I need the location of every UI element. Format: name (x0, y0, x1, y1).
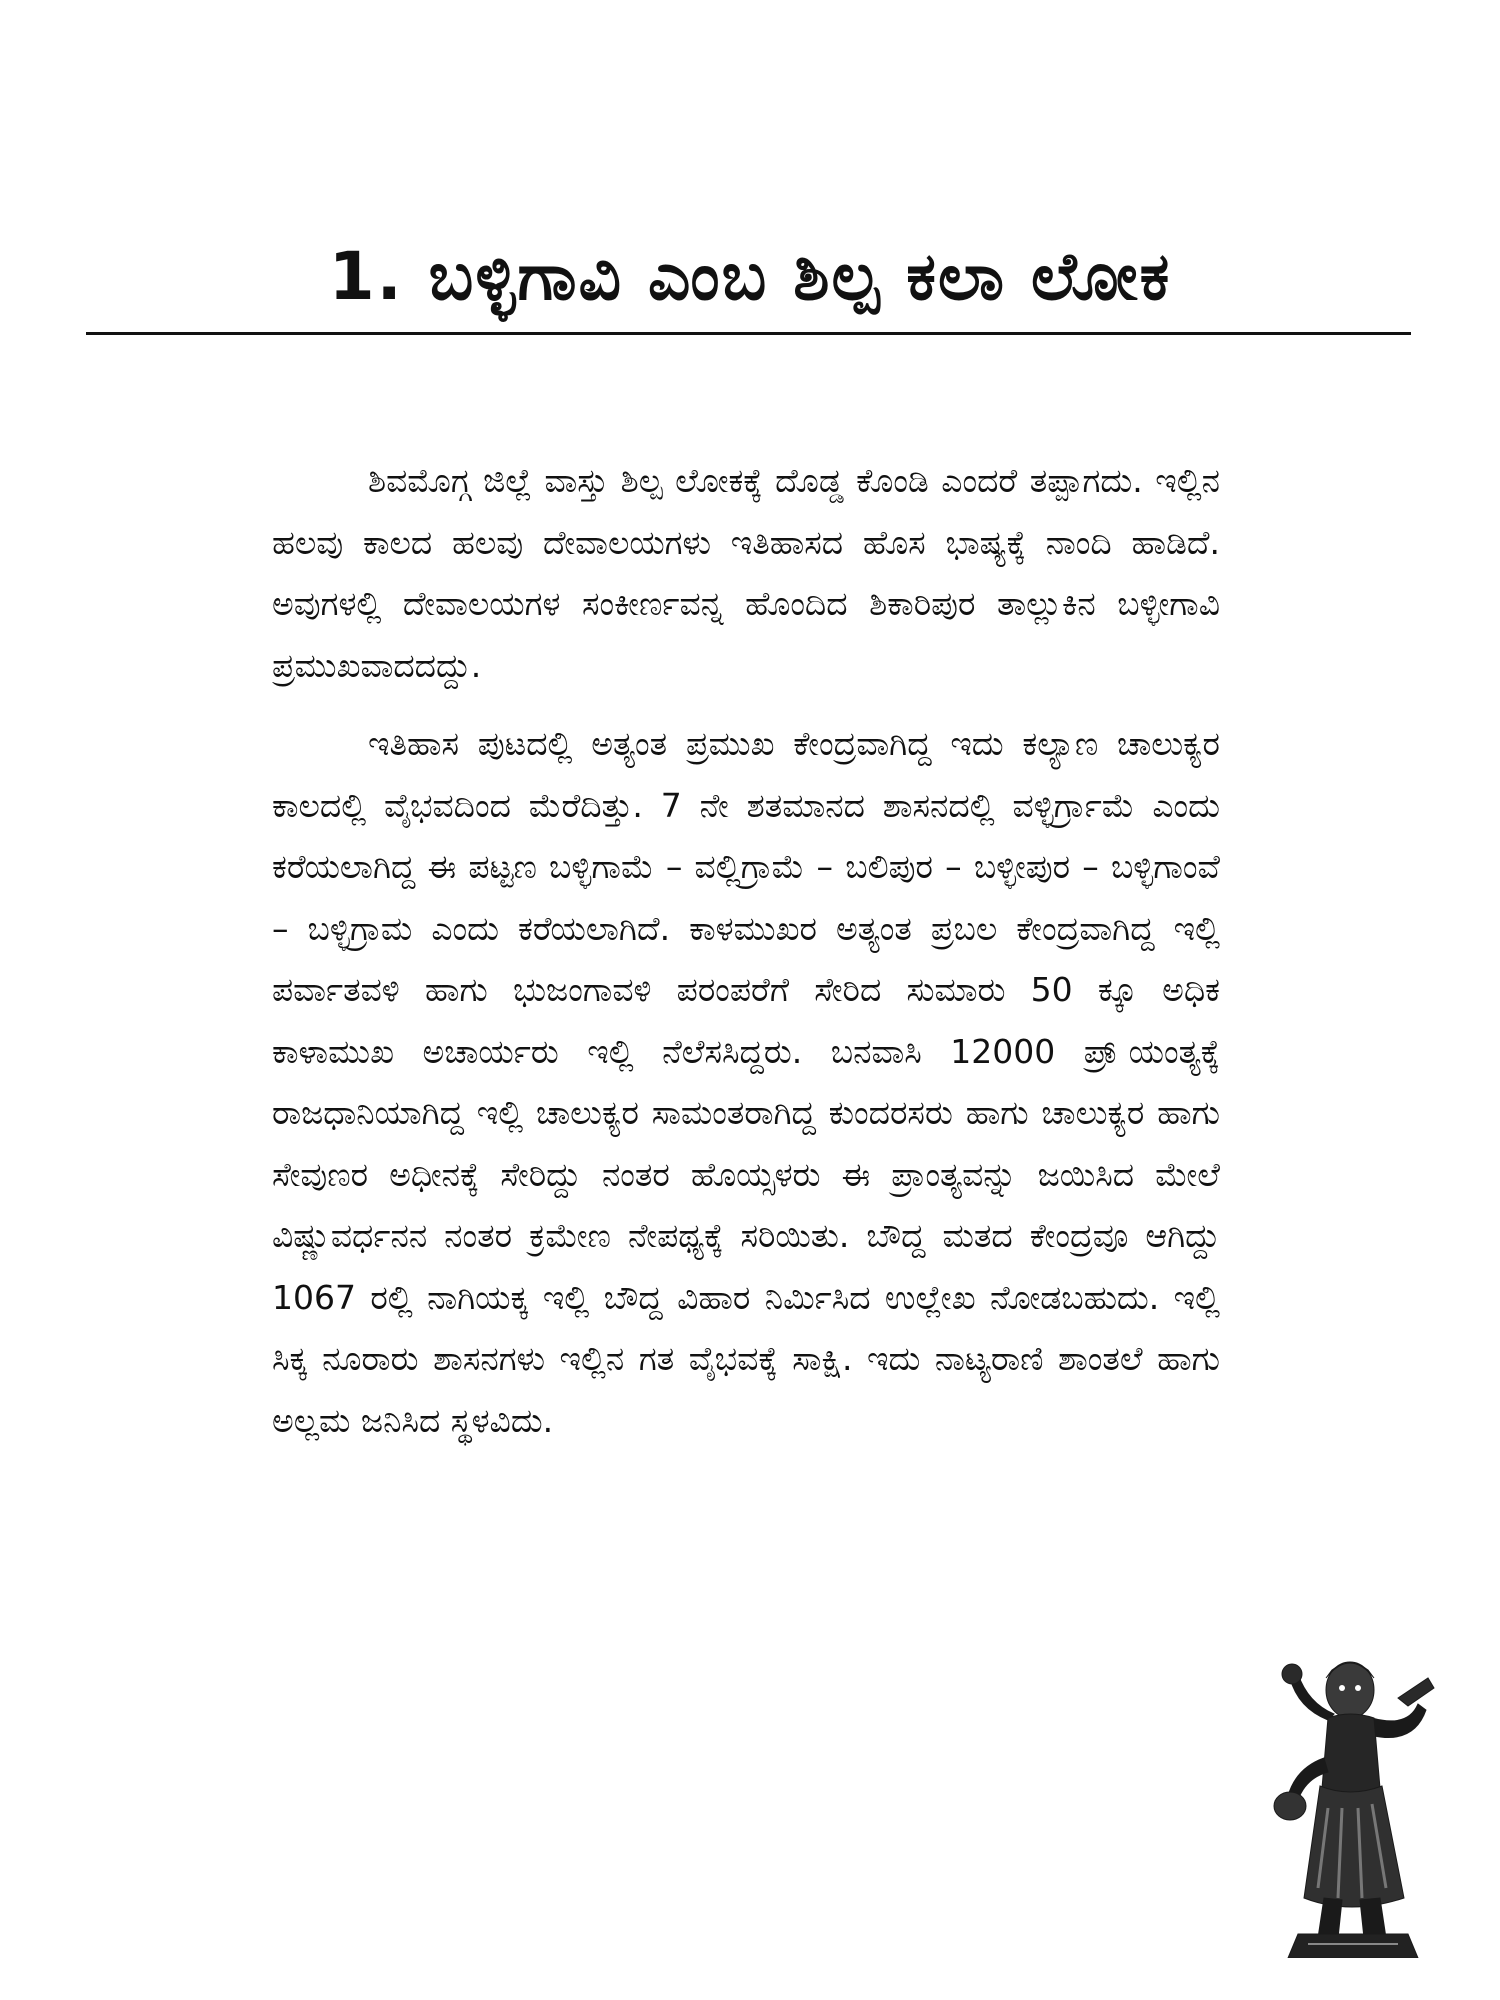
body-text (272, 450, 1220, 1451)
paragraph: ಇತಿಹಾಸ ಪುಟದಲ್ಲಿ ಅತ್ಯಂತ ಪ್ರಮುಖ ಕೇಂದ್ರವಾಗಿದ್ದ ಇದು ಕಲ್ಯಾಣ ಚಾಲುಕ್ಯರ ಕಾಲದಲ್ಲಿ ವೈಭವದಿಂದ ಮೆರೆದಿತ್ತು. 7 ನೇ ಶತಮಾನದ ಶಾಸನದಲ್ಲಿ ವಳ್ಳಿರ್ಗ್ರಾಮೆ ಎಂದು ಕರೆಯಲಾಗಿದ್ದ ಈ ಪಟ್ಟಣ ಬಳ್ಳಿಗಾಮೆ – ವಲ್ಲಿಗ್ರಾಮೆ – ಬಲಿಪುರ – ಬಳ್ಳೀಪುರ – ಬಳ್ಳಿಗಾಂವೆ – ಬಳ್ಳಿಗ್ರಾಮ ಎಂದು ಕರೆಯಲಾಗಿದೆ. ಕಾಳಮುಖರ ಅತ್ಯಂತ ಪ್ರಬಲ ಕೇಂದ್ರವಾಗಿದ್ದ ಇಲ್ಲಿ ಪರ್ವಾತವಳಿ ಹಾಗು ಭುಜಂಗಾವಳಿ ಪರಂಪರೆಗೆ ಸೇರಿದ ಸುಮಾರು 50 ಕ್ಕೂ ಅಧಿಕ ಕಾಳಾಮುಖ ಅಚಾರ್ಯರು ಇಲ್ಲಿ ನೆಲೆಸಸಿದ್ದರು. ಬನವಾಸಿ 12000 ಪ್ರಾ್ಯಂತ್ಯಕ್ಕೆ ರಾಜಧಾನಿಯಾಗಿದ್ದ ಇಲ್ಲಿ ಚಾಲುಕ್ಯರ ಸಾಮಂತರಾಗಿದ್ದ ಕುಂದರಸರು ಹಾಗು ಚಾಲುಕ್ಯರ ಹಾಗು ಸೇವುಣರ ಅಧೀನಕ್ಕೆ ಸೇರಿದ್ದು ನಂತರ ಹೊಯ್ಸಳರು ಈ ಪ್ರಾಂತ್ಯವನ್ನು ಜಯಿಸಿದ ಮೇಲೆ ವಿಷ್ಣುವರ್ಧನನ ನಂತರ ಕ್ರಮೇಣ ನೇಪಥ್ಯಕ್ಕೆ ಸರಿಯಿತು. ಬೌದ್ದ ಮತದ ಕೇಂದ್ರವೂ ಆಗಿದ್ದು 1067 ರಲ್ಲಿ ನಾಗಿಯಕ್ಕ ಇಲ್ಲಿ ಬೌದ್ದ ವಿಹಾರ ನಿರ್ಮಿಸಿದ ಉಲ್ಲೇಖ ನೋಡಬಹುದು. ಇಲ್ಲಿ ಸಿಕ್ಕ ನೂರಾರು ಶಾಸನಗಳು ಇಲ್ಲಿನ ಗತ ವೈಭವಕ್ಕೆ ಸಾಕ್ಷಿ. ಇದು ನಾಟ್ಯರಾಣಿ ಶಾಂತಲೆ ಹಾಗು ಅಲ್ಲಮ ಜನಿಸಿದ ಸ್ಥಳವಿದು. (272, 724, 1220, 1440)
dancer-sculpture-icon (1268, 1648, 1438, 1958)
chapter-title: 1. ಬಳ್ಳಿಗಾವಿ ಎಂಬ ಶಿಲ್ಪ ಕಲಾ ಲೋಕ (328, 238, 1172, 315)
title-divider (86, 332, 1411, 335)
paragraph: ಶಿವಮೊಗ್ಗ ಜಿಲ್ಲೆ ವಾಸ್ತು ಶಿಲ್ಪ ಲೋಕಕ್ಕೆ ದೊಡ್ಡ ಕೊಂಡಿ ಎಂದರೆ ತಪ್ಪಾಗದು. ಇಲ್ಲಿನ ಹಲವು ಕಾಲದ ಹಲವು ದೇವಾಲಯಗಳು ಇತಿಹಾಸದ ಹೊಸ ಭಾಷ್ಯಕ್ಕೆ ನಾಂದಿ ಹಾಡಿದೆ. ಅವುಗಳಲ್ಲಿ ದೇವಾಲಯಗಳ ಸಂಕೀರ್ಣವನ್ನ ಹೊಂದಿದ ಶಿಕಾರಿಪುರ ತಾಲ್ಲುಕಿನ ಬಳ್ಳೀಗಾವಿ ಪ್ರಮುಖವಾದದದ್ದು. (272, 461, 1220, 685)
